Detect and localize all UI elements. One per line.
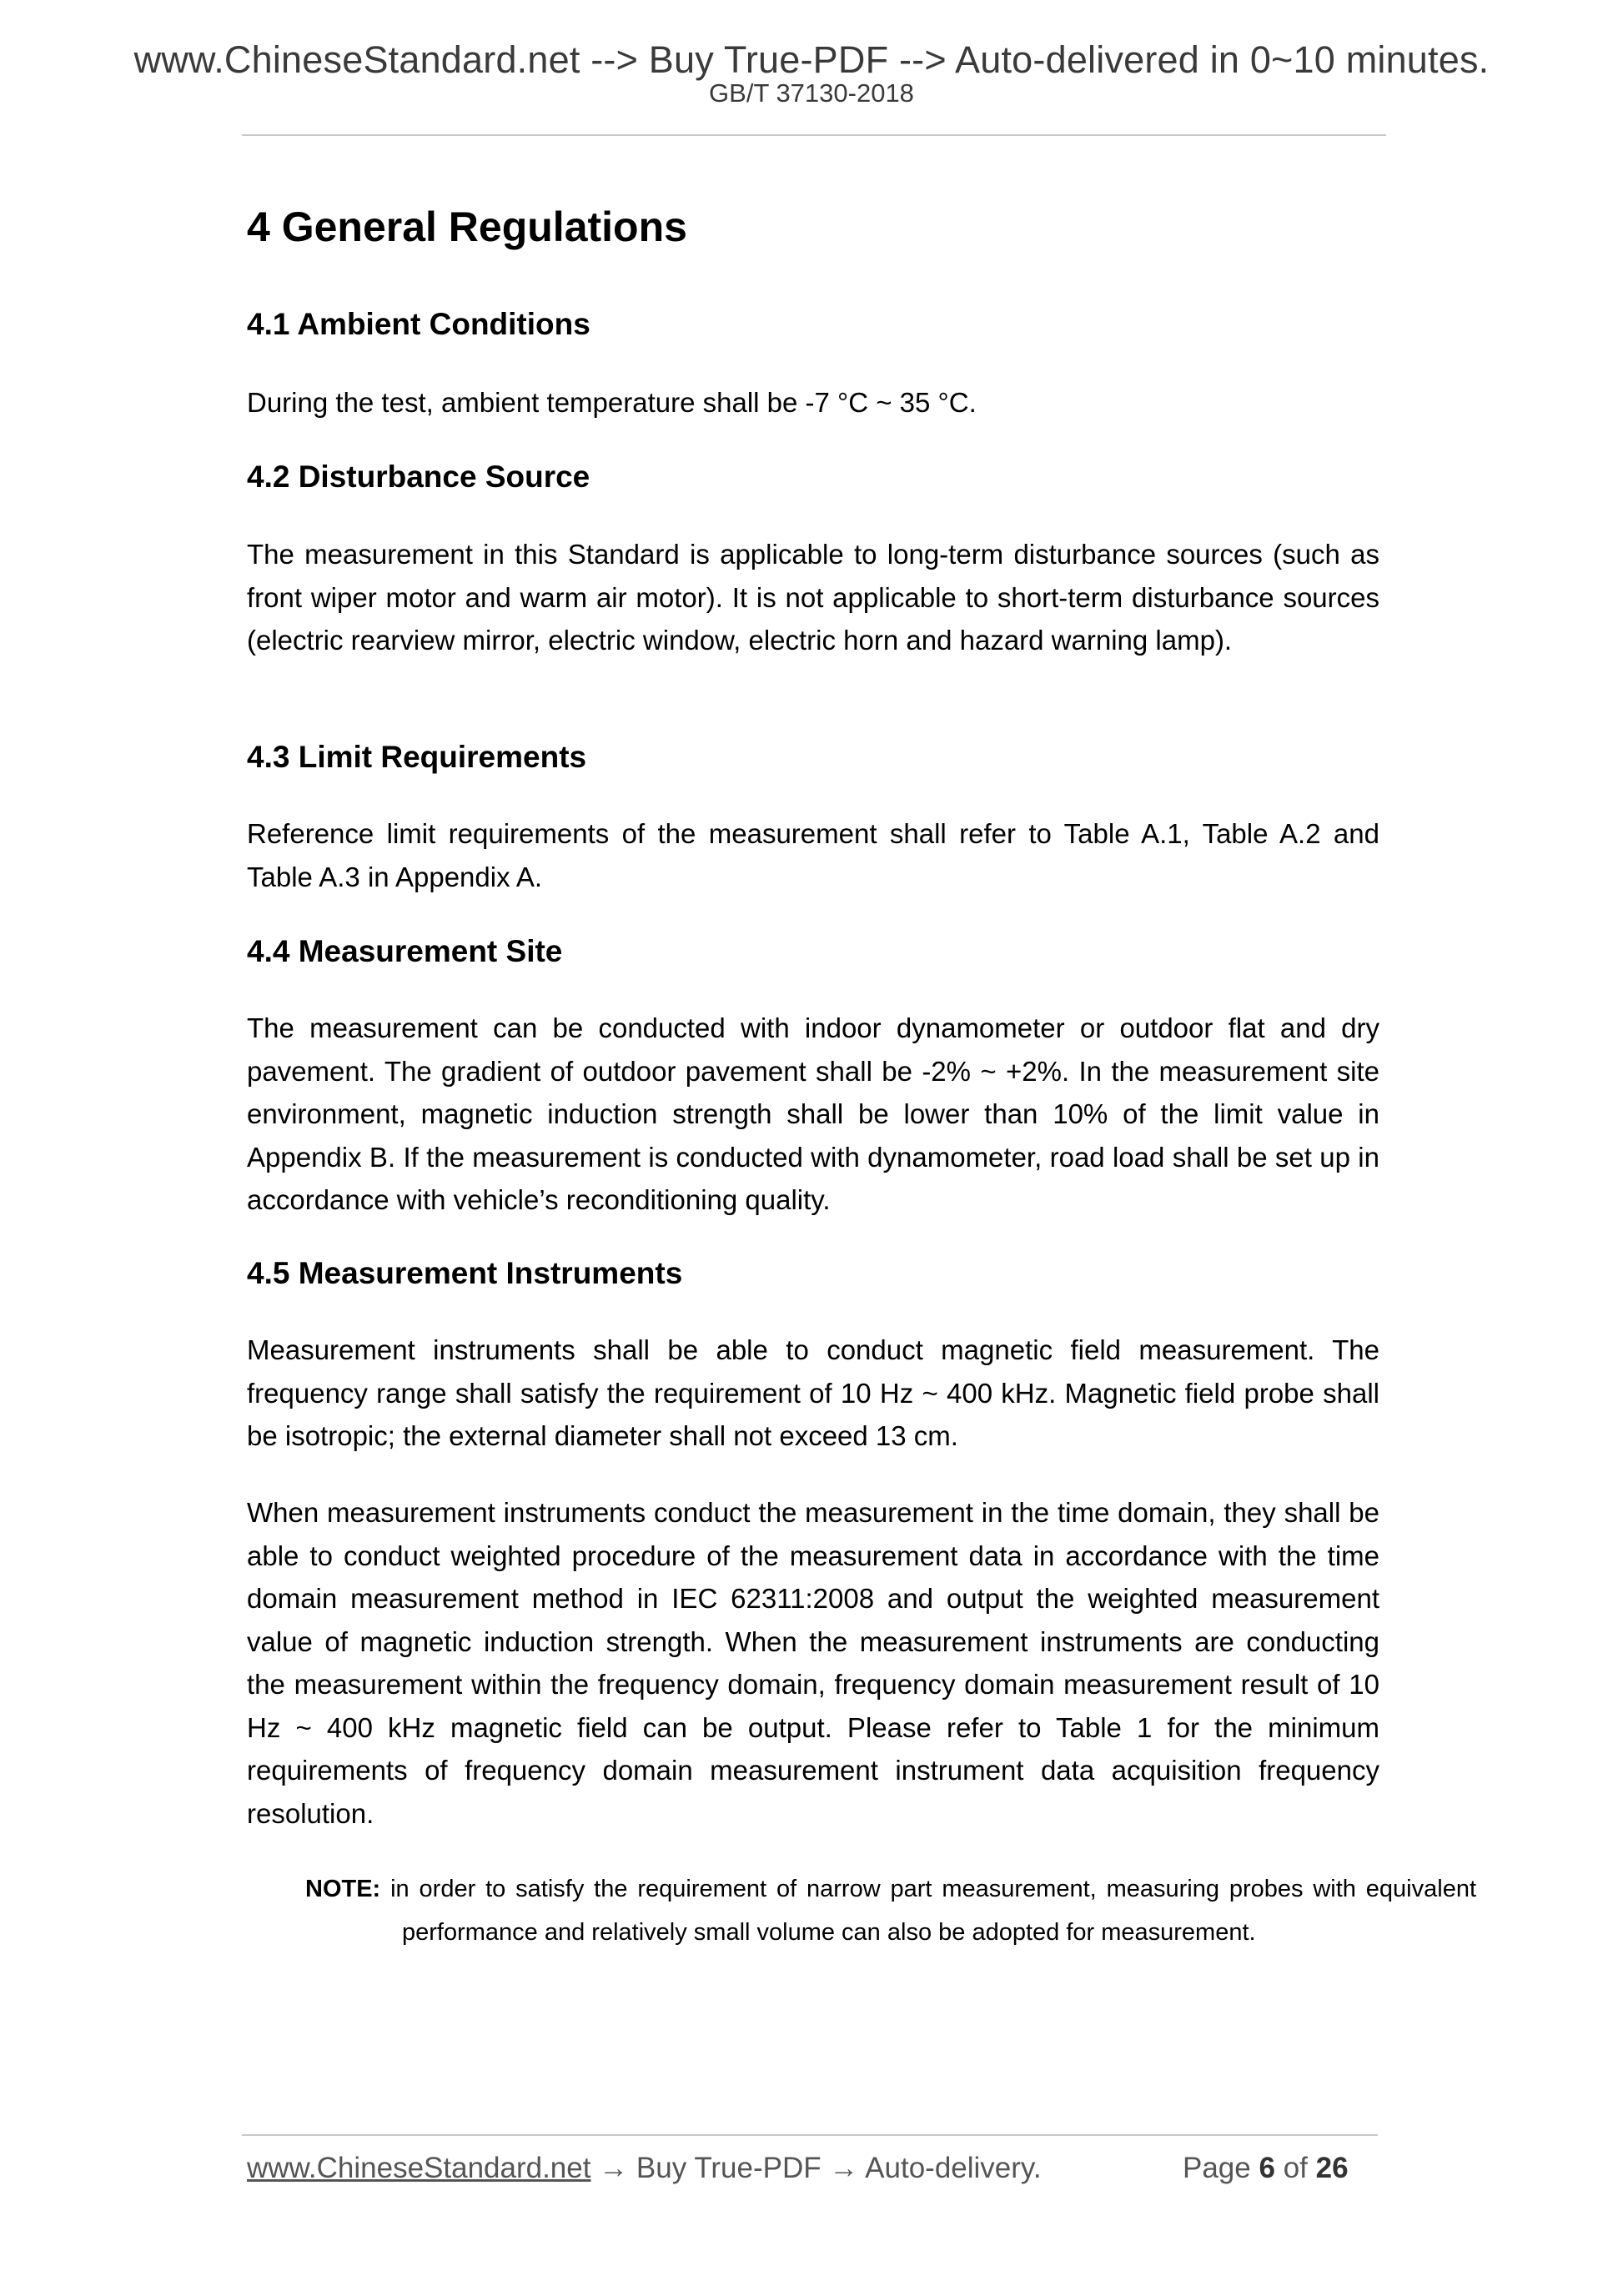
of-word: of	[1283, 2152, 1308, 2184]
footer-divider	[242, 2134, 1378, 2136]
footer-promo	[247, 2152, 1042, 2185]
footer-trail: → Buy True-PDF → Auto-delivery.	[590, 2152, 1042, 2184]
footer-site-link[interactable]: www.ChineseStandard.net	[247, 2152, 591, 2184]
paragraph-ambient-conditions: During the test, ambient temperature shall be -7 °C ~ 35 °C.	[247, 387, 977, 418]
heading-ambient-conditions: 4.1 Ambient Conditions	[247, 307, 590, 341]
page-indicator	[1183, 2152, 1349, 2185]
paragraph-instruments-requirements: Measurement instruments shall be able to conduct magnetic field measurement. The frequency range shall satisfy the requirement of 10 Hz ~ 400 kHz. Magnetic field probe shall be isotropic; the external diameter shall not exceed 13 cm.	[247, 1334, 1379, 1451]
paragraph-disturbance-source: The measurement in this Standard is applicable to long-term disturbance sources (such as front wiper motor and warm air motor). It is not applicable to short-term disturbance sources (electric rearview mirror, electric window, electric horn and hazard warning lamp).	[247, 539, 1379, 656]
page-word: Page	[1183, 2152, 1251, 2184]
heading-limit-requirements: 4.3 Limit Requirements	[247, 740, 587, 774]
paragraph-measurement-site: The measurement can be conducted with indoor dynamometer or outdoor flat and dry pavement. The gradient of outdoor pavement shall be -2% ~ +2%. In the measurement site environment, magnetic induction strength shall be lower than 10% of the limit value in Appendix B. If the measurement is conducted with dynamometer, road load shall be set up in accordance with vehicle’s reconditioning quality.	[247, 1012, 1379, 1215]
total-pages: 26	[1315, 2152, 1349, 2184]
paragraph-limit-requirements: Reference limit requirements of the measurement shall refer to Table A.1, Table A.2 and Table A.3 in Appendix A.	[247, 818, 1379, 892]
note-text: in order to satisfy the requirement of narrow part measurement, measuring probes with equivalent performance and relatively small volume can also be adopted for measurement.	[390, 1876, 1477, 1946]
page-number: 6	[1259, 2152, 1275, 2184]
header-divider	[242, 134, 1386, 136]
note-label: NOTE:	[305, 1876, 381, 1902]
heading-measurement-instruments: 4.5 Measurement Instruments	[247, 1256, 683, 1290]
heading-measurement-site: 4.4 Measurement Site	[247, 934, 563, 968]
heading-disturbance-source: 4.2 Disturbance Source	[247, 460, 590, 494]
standard-code: GB/T 37130-2018	[709, 78, 914, 108]
section-title: 4 General Regulations	[247, 203, 687, 250]
site-banner: www.ChineseStandard.net --> Buy True-PDF --> Auto-delivered in 0~10 minutes.	[133, 38, 1490, 81]
note	[305, 1868, 1476, 1954]
paragraph-instruments-domains: When measurement instruments conduct the measurement in the time domain, they shall be able to conduct weighted procedure of the measurement data in accordance with the time domain measurement method in IEC 62311:2008 and output the weighted measurement value of magnetic induction strength. When the measurement instruments are conducting the measurement within the frequency domain, frequency domain measurement result of 10 Hz ~ 400 kHz magnetic field can be output. Please refer to Table 1 for the minimum requirements of frequency domain measurement instrument data acquisition frequency resolution.	[247, 1497, 1379, 1829]
